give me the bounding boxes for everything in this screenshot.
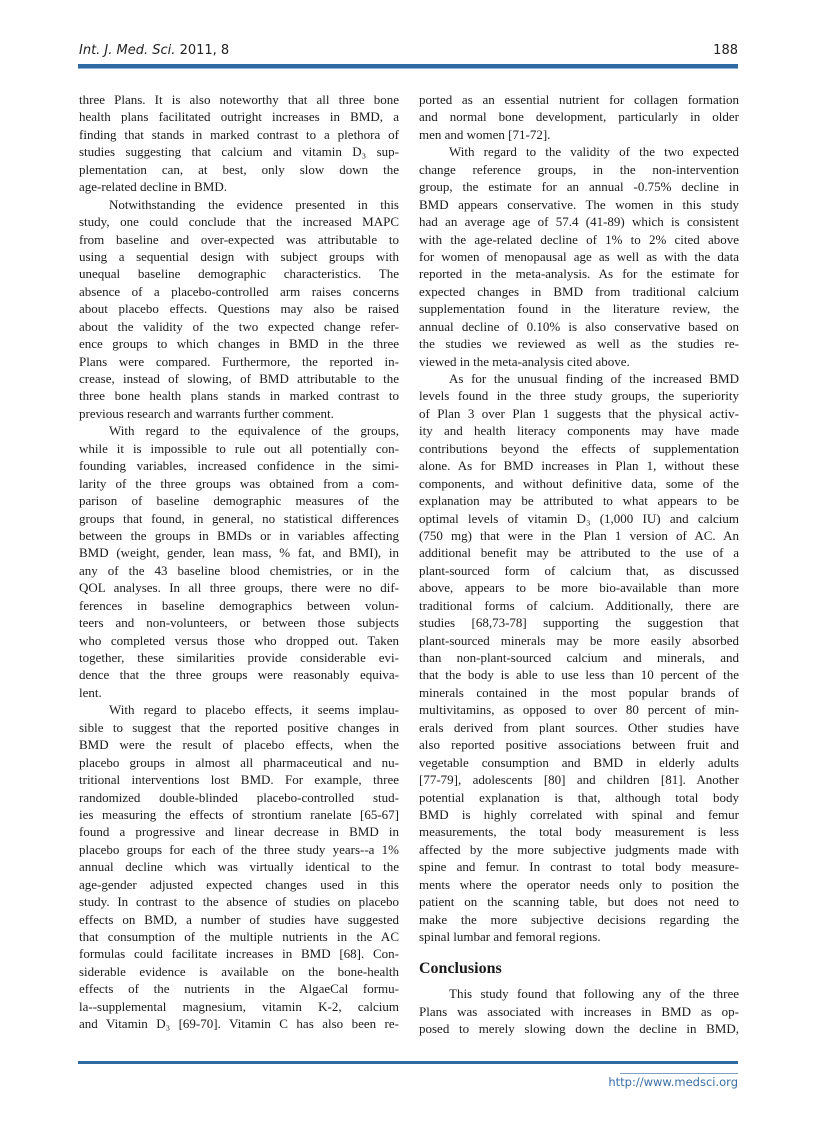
text-line: absence of a placebo-controlled arm raises concerns xyxy=(79,283,399,299)
journal-name: Int. J. Med. Sci. xyxy=(79,43,176,58)
text-line: using a sequential design with subject groups with xyxy=(79,248,399,264)
text-line: that the body is able to use less than 10 percent of the xyxy=(419,667,739,683)
text-line: change reference groups, in the non-intervention xyxy=(419,161,739,177)
text-line: effects on BMD, a number of studies have suggested xyxy=(79,911,399,927)
text-line: group, the estimate for an annual -0.75% decline in xyxy=(419,179,739,195)
text-line: randomized double-blinded placebo-controlled stud- xyxy=(79,789,399,805)
text-line: BMD appears conservative. The women in this study xyxy=(419,196,739,212)
left-column xyxy=(79,91,399,1033)
text-line: founding variables, increased confidence in the simi- xyxy=(79,458,399,474)
text-line: dence that the three groups were reasonably equiva- xyxy=(79,667,399,683)
text-line: study, one could conclude that the increased MAPC xyxy=(79,214,399,230)
text-line: the studies we reviewed as well as the studies re- xyxy=(419,336,739,352)
text-line: BMD (weight, gender, lean mass, % fat, and BMI), in xyxy=(79,545,399,561)
text-line: ence groups to which changes in BMD in the three xyxy=(79,336,399,352)
footer-divider xyxy=(78,1061,738,1064)
text-line: expected changes in BMD from traditional calcium xyxy=(419,283,739,299)
text-line: that consumption of the multiple nutrients in the AC xyxy=(79,929,399,944)
header-divider xyxy=(78,64,738,69)
text-line: BMD is highly correlated with spinal and femur xyxy=(419,806,739,822)
text-line: plant-sourced form of calcium that, as discussed xyxy=(419,562,739,578)
text-line: age-gender adjusted expected changes used in this xyxy=(79,876,399,892)
text-line: tritional interventions lost BMD. For example, three xyxy=(79,772,399,788)
text-line: formulas could facilitate increases in BMD [68]. Con- xyxy=(79,946,399,962)
paragraph xyxy=(79,701,399,1032)
text-line: [77-79], adolescents [80] and children [81]. Another xyxy=(419,772,739,788)
text-line: together, these similarities provide considerable evi- xyxy=(79,650,399,665)
text-line: viewed in the meta-analysis cited above. xyxy=(419,353,630,369)
text-line: sible to suggest that the reported positive changes in xyxy=(79,719,399,735)
text-line: additional benefit may be attributed to the use of a xyxy=(419,545,739,561)
text-line: siderable evidence is available on the bone-health xyxy=(79,963,399,979)
text-line: measurements, the total body measurement is less xyxy=(419,824,739,840)
text-line: (750 mg) that were in the Plan 1 version of AC. An xyxy=(419,527,739,543)
text-line: age-related decline in BMD. xyxy=(79,179,227,195)
page-number: 188 xyxy=(713,43,738,58)
text-line: With regard to the validity of the two expected xyxy=(449,144,739,160)
text-line: multivitamins, as opposed to over 80 percent of min- xyxy=(419,702,739,718)
text-line: minerals contained in the most popular brands of xyxy=(419,684,739,700)
text-line: teers and non-volunteers, or between those subjects xyxy=(79,615,399,631)
text-line: placebo groups in almost all pharmaceutical and nu- xyxy=(79,754,399,770)
text-line: This study found that following any of the three xyxy=(449,986,739,1002)
text-line: As for the unusual finding of the increased BMD xyxy=(449,371,739,386)
text-line: posed to merely slowing down the decline in BMD, xyxy=(419,1021,739,1037)
text-line: lent. xyxy=(79,684,102,700)
text-line: optimal levels of vitamin D₃ (1,000 IU) and calcium xyxy=(419,510,739,526)
paragraph xyxy=(419,370,739,945)
text-line: from baseline and over-expected was attributable to xyxy=(79,231,399,247)
text-line: than non-plant-sourced calcium and minerals, and xyxy=(419,650,739,665)
text-line: studies suggesting that calcium and vitamin D₃ sup- xyxy=(79,144,399,160)
text-line: ferences in baseline demographics between volun- xyxy=(79,597,399,613)
text-line: also reported positive associations between fruit and xyxy=(419,737,739,753)
text-line: plementation can, at best, only slow down the xyxy=(79,161,399,177)
text-line: about placebo effects. Questions may also be raised xyxy=(79,301,399,317)
text-line: and Vitamin D₃ [69-70]. Vitamin C has also been re- xyxy=(79,1016,399,1032)
running-header-citation xyxy=(79,43,229,58)
text-line: while it is impossible to rule out all potentially con- xyxy=(79,440,399,456)
text-line: any of the 43 baseline blood chemistries, or in the xyxy=(79,562,399,578)
text-line: spine and femur. In contrast to total body measure- xyxy=(419,859,739,875)
text-line: BMD were the result of placebo effects, when the xyxy=(79,737,399,753)
text-line: between the groups in BMDs or in variables affecting xyxy=(79,527,399,543)
text-line: With regard to the equivalence of the groups, xyxy=(109,423,399,439)
text-line: study. In contrast to the absence of studies on placebo xyxy=(79,894,399,910)
journal-year-volume: 2011, 8 xyxy=(179,43,230,58)
text-line: studies [68,73-78] supporting the suggestion that xyxy=(419,615,739,631)
text-line: larity of the three groups was obtained from a com- xyxy=(79,475,399,491)
text-line: annual decline which was virtually identical to the xyxy=(79,859,399,875)
text-line: had an average age of 57.4 (41-89) which is consistent xyxy=(419,214,739,230)
text-line: and normal bone development, particularly in older xyxy=(419,109,739,125)
text-line: placebo groups for each of the three study years--a 1% xyxy=(79,841,399,857)
paragraph xyxy=(79,196,399,423)
text-line: of Plan 3 over Plan 1 suggests that the physical activ- xyxy=(419,405,739,421)
text-line: ity and health literacy components may have made xyxy=(419,423,739,439)
text-line: la--supplemental magnesium, vitamin K-2, calcium xyxy=(79,998,399,1014)
text-line: who completed versus those who dropped out. Taken xyxy=(79,632,399,648)
text-line: make the more subjective decisions regarding the xyxy=(419,911,739,927)
text-line: plant-sourced minerals may be more easily absorbed xyxy=(419,632,739,648)
text-line: groups that found, in general, no statistical differences xyxy=(79,510,399,526)
url-underline xyxy=(620,1073,738,1074)
text-line: three bone health plans stands in marked contrast to xyxy=(79,388,399,404)
text-line: spinal lumbar and femoral regions. xyxy=(419,929,601,944)
text-line: ported as an essential nutrient for collagen formation xyxy=(419,92,739,107)
text-line: vegetable consumption and BMD in elderly adults xyxy=(419,754,739,770)
text-line: above, appears to be more bio-available than more xyxy=(419,580,739,596)
text-line: With regard to placebo effects, it seems implau- xyxy=(109,702,399,718)
text-line: crease, instead of slowing, of BMD attributable to the xyxy=(79,371,399,386)
text-line: Plans were compared. Furthermore, the reported in- xyxy=(79,353,399,369)
text-line: reported in the meta-analysis. As for the estimate for xyxy=(419,266,739,282)
text-line: parison of baseline demographic measures of the xyxy=(79,493,399,509)
text-line: explanation may be attributed to what appears to be xyxy=(419,493,739,509)
text-line: with the age-related decline of 1% to 2% cited above xyxy=(419,231,739,247)
text-line: health plans facilitated outright increases in BMD, a xyxy=(79,109,399,125)
text-line: traditional forms of calcium. Additionally, there are xyxy=(419,597,739,613)
text-line: about the validity of the two expected change refer- xyxy=(79,318,399,334)
text-line: Plans was associated with increases in BMD as op- xyxy=(419,1003,739,1019)
journal-url-link[interactable]: http://www.medsci.org xyxy=(608,1075,738,1089)
text-line: for women of menopausal age as well as with the data xyxy=(419,248,739,264)
text-line: previous research and warrants further comment. xyxy=(79,405,334,421)
text-line: affected by the more subjective judgments made with xyxy=(419,841,739,857)
text-line: levels found in the three study groups, the superiority xyxy=(419,388,739,404)
text-line: ments where the operator needs only to position the xyxy=(419,876,739,892)
text-line: unequal baseline demographic characteristics. The xyxy=(79,266,399,282)
paragraph xyxy=(419,985,739,1037)
text-line: finding that stands in marked contrast to a plethora of xyxy=(79,126,399,142)
paragraph xyxy=(79,422,399,701)
text-line: patient on the scanning table, but does not need to xyxy=(419,894,739,910)
paragraph xyxy=(79,91,399,196)
text-line: three Plans. It is also noteworthy that all three bone xyxy=(79,92,399,107)
text-line: potential explanation is that, although total body xyxy=(419,789,739,805)
text-line: men and women [71-72]. xyxy=(419,126,551,142)
text-line: contributions beyond the effects of supplementation xyxy=(419,440,739,456)
text-line: annual decline of 0.10% is also conservative based on xyxy=(419,318,739,334)
text-line: components, and without definitive data, some of the xyxy=(419,475,739,491)
paragraph xyxy=(419,143,739,370)
section-heading: Conclusions xyxy=(419,960,502,978)
text-line: supplementation found in the literature review, the xyxy=(419,301,739,317)
text-line: found a progressive and linear decrease in BMD in xyxy=(79,824,399,840)
right-column xyxy=(419,91,739,1038)
text-line: QOL analyses. In all three groups, there were no dif- xyxy=(79,580,399,596)
text-line: ies measuring the effects of strontium ranelate [65-67] xyxy=(79,806,399,822)
text-line: effects of the nutrients in the AlgaeCal formu- xyxy=(79,981,399,997)
paragraph xyxy=(419,91,739,143)
text-line: alone. As for BMD increases in Plan 1, without these xyxy=(419,458,739,474)
text-line: erals derived from plant sources. Other studies have xyxy=(419,719,739,735)
text-line: Notwithstanding the evidence presented in this xyxy=(109,196,399,212)
